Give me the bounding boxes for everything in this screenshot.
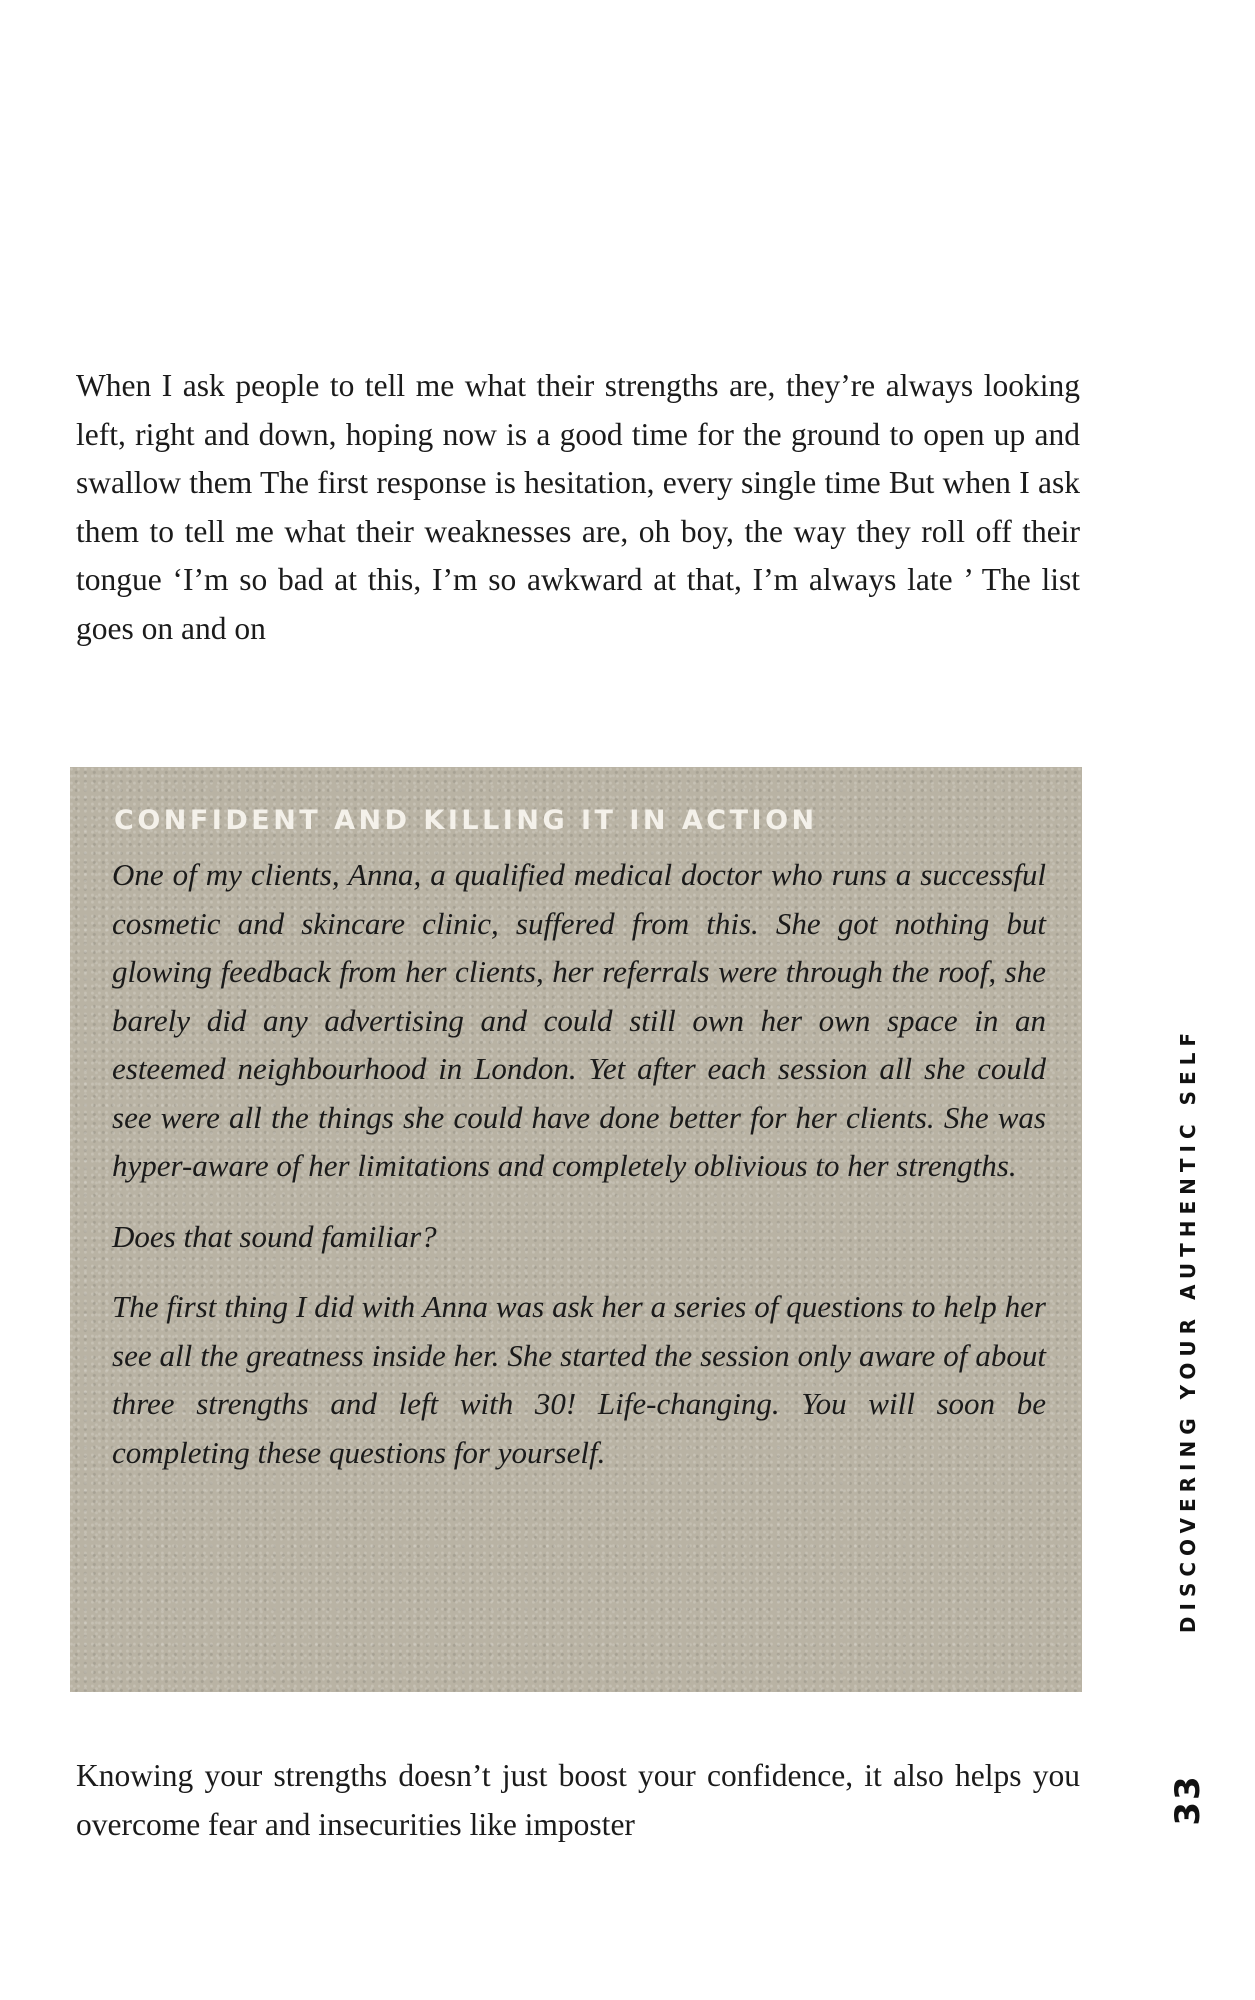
case-study-box (70, 767, 1082, 1692)
case-study-paragraph: The first thing I did with Anna was ask her a series of questions to help her see all the greatness inside her. She started the session only aware of about three strengths and left with 30! Life-changing. You will soon be completing these questions for yourself. (112, 1289, 1046, 1470)
page-number: 33 (1168, 1774, 1208, 1826)
case-study-heading: CONFIDENT AND KILLING IT IN ACTION (114, 805, 818, 836)
body-paragraph-top: When I ask people to tell me what their strengths are, they’re always looking left, right and down, hoping now is a good time for the ground to open up and swallow them The first response is hesitation, every single time But when I ask them to tell me what their weaknesses are, oh boy, the way they roll off their tongue ‘I’m so bad at this, I’m so awkward at that, I’m always late ’ The list goes on and on (76, 368, 1080, 646)
body-paragraph-bottom: Knowing your strengths doesn’t just boost your confidence, it also helps you overcome fear and insecurities like imposter (76, 1758, 1080, 1842)
case-study-paragraph: One of my clients, Anna, a qualified medical doctor who runs a successful cosmetic and skincare clinic, suffered from this. She got nothing but glowing feedback from her clients, her referrals were through the roof, she barely did any advertising and could still own her own space in an esteemed neighbourhood in London. Yet after each session all she could see were all the things she could have done better for her clients. She was hyper-aware of her limitations and completely oblivious to her strengths. (112, 857, 1046, 1183)
running-head: DISCOVERING YOUR AUTHENTIC SELF (1176, 1026, 1200, 1634)
case-study-paragraph: Does that sound familiar? (112, 1218, 437, 1254)
